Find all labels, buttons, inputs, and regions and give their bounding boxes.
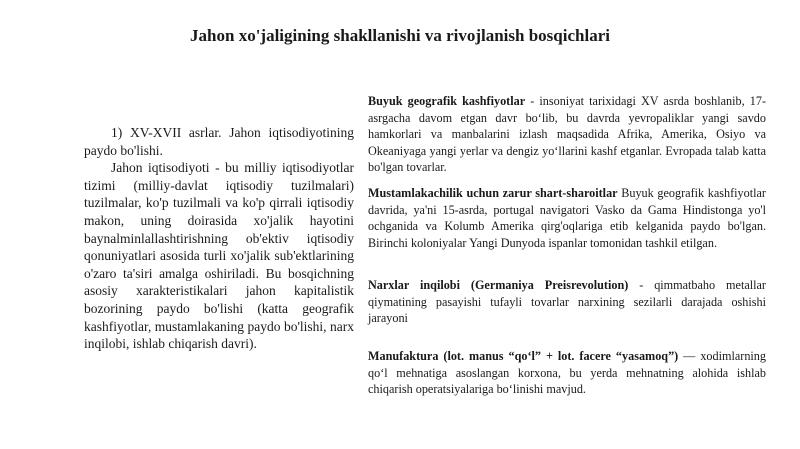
paragraph-text: — xodimlarning qo‘l mehnatiga asoslangan korxona, bu yerda mehnatning alohida ishlab chiqarish operatsiyalariga bo‘linishi mavjud. [368,349,766,396]
paragraph-text: - insoniyat tarixidagi XV asrda boshlanib, 17-asrgacha davom etgan davr bo‘lib, bu davrda yevropaliklar yangi savdo hamkorlari va manbalarini izlash maqsadida Afrika, Amerika, Osiyo va Okeaniyaga yangi yerlar va dengiz yo‘llarini kashf etganlar. Evropada talab katta bo'lgan tovarlar. [368,94,767,174]
paragraph-heading: Buyuk geografik kashfiyotlar [368,94,526,108]
left-text-block [84,124,354,353]
slide-title: Jahon xo'jaligining shakllanishi va rivojlanish bosqichlari [190,26,610,45]
paragraph-text: Buyuk geografik kashfiyotlar davrida, ya'ni 15-asrda, portugal navigatori Vasko da Gama Hindistonga yo'l ochganida va Kolumb Amerika qirg'oqlariga etib kelganida paydo bo'lgan. Birinchi koloniyalar Yangi Dunyoda ispanlar tomonidan tashkil etilgan. [368,186,766,250]
right-paragraph-geographic-discoveries [368,93,766,176]
left-paragraph-definition: Jahon iqtisodiyoti - bu milliy iqtisodiyotlar tizimi (milliy-davlat iqtisodiy tuzilmalari) tuzilmalar, ko'p tuzilmali va ko'p qirrali iqtisodiy makon, uning doirasida xo'jalik hayotini baynalminlallashtirishning ob'ektiv iqtisodiy qonuniyatlari asosida turli xo'jalik sub'ektlarining o'zaro ta'siri amalga oshiriladi. Bu bosqichning asosiy xarakteristikalari jahon kapitalistik bozorining paydo bo'lishi (katta geografik kashfiyotlar, mustamlakaning paydo bo'lishi, narx inqilobi, ishlab chiqarish davri). [84,160,354,352]
right-paragraph-colonialism [368,185,766,251]
right-paragraph-manufactory [368,348,766,398]
paragraph-text: - qimmatbaho metallar qiymatining pasayishi tufayli tovarlar narxining sezilarli darajada oshishi jarayoni [368,278,766,325]
paragraph-heading: Manufaktura (lot. manus “qo‘l” + lot. facere “yasamoq”) [368,349,679,363]
paragraph-heading: Narxlar inqilobi (Germaniya Preisrevolution) [368,278,629,292]
right-paragraph-price-revolution [368,277,766,327]
paragraph-heading: Mustamlakachilik uchun zarur shart-sharoitlar [368,186,618,200]
left-paragraph-period: 1) XV-XVII asrlar. Jahon iqtisodiyotining paydo bo'lishi. [84,125,354,158]
